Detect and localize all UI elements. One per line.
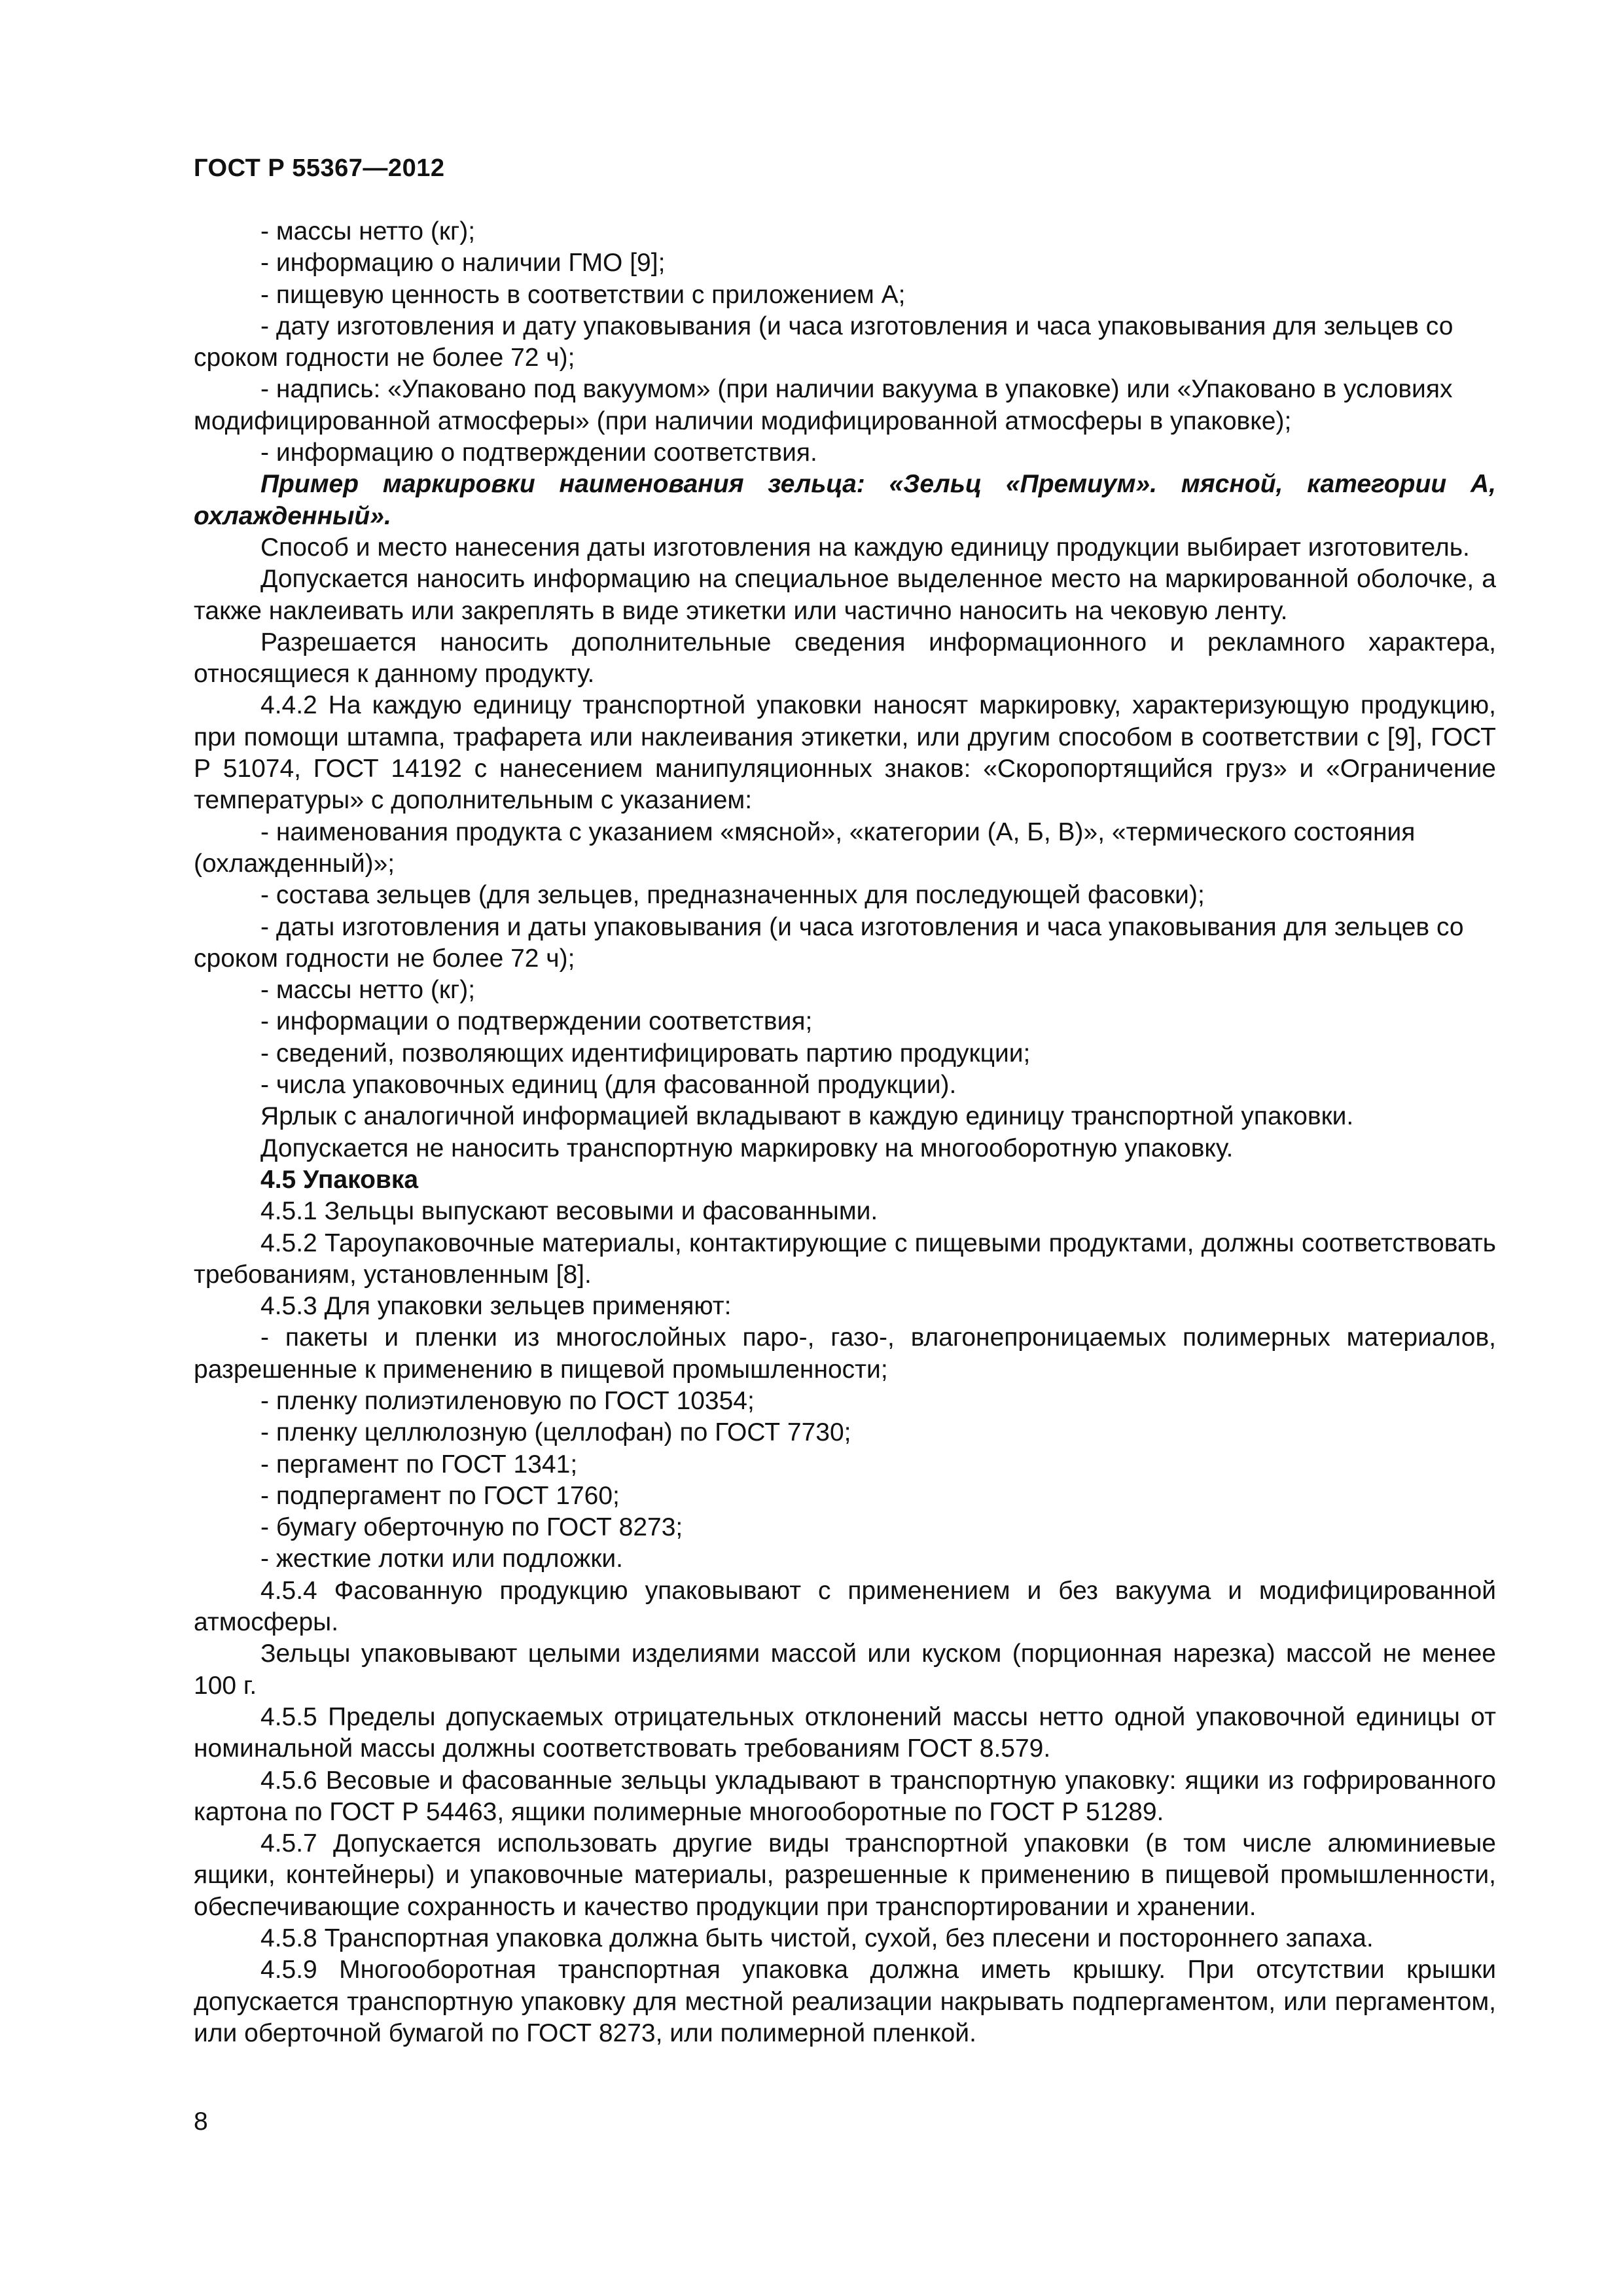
list-item: 4.5.1 Зельцы выпускают весовыми и фасованными. bbox=[260, 1197, 878, 1226]
paragraph: 4.5.7 Допускается использовать другие виды транспортной упаковки (в том числе алюминиевые ящики, контейнеры) и упаковочные материалы, разрешенные к применению в пищевой промышленности, обеспечивающие сохранность и качество продукции при транспортировании и хранении. bbox=[194, 1829, 1496, 1921]
example-paragraph: Пример маркировки наименования зельца: «Зельц «Премиум». мясной, категории А, охлажденный». bbox=[194, 470, 1496, 530]
list-item: - информации о подтверждении соответствия; bbox=[260, 1007, 813, 1036]
list-item: - сведений, позволяющих идентифицировать партию продукции; bbox=[260, 1039, 1031, 1067]
list-item: - состава зельцев (для зельцев, предназначенных для последующей фасовки); bbox=[260, 881, 1205, 910]
section-title: 4.5 Упаковка bbox=[260, 1165, 419, 1194]
paragraph: - пакеты и пленки из многослойных паро-, газо-, влагонепроницаемых полимерных материалов, разрешенные к применению в пищевой промышленности; bbox=[194, 1323, 1496, 1384]
list-item: - надпись: «Упаковано под вакуумом» (при наличии вакуума в упаковке) или «Упаковано в условиях модифицированной атмосферы» (при наличии модифицированной атмосферы в упаковке); bbox=[194, 375, 1453, 435]
list-item: - информацию о подтверждении соответствия. bbox=[260, 439, 817, 467]
list-item: Ярлык с аналогичной информацией вкладывают в каждую единицу транспортной упаковки. bbox=[260, 1102, 1354, 1131]
list-item: 4.5.8 Транспортная упаковка должна быть чистой, сухой, без плесени и постороннего запаха. bbox=[260, 1924, 1374, 1953]
page-number: 8 bbox=[194, 2108, 208, 2136]
list-item: - пищевую ценность в соответствии с приложением А; bbox=[260, 280, 906, 309]
paragraph: Допускается наносить информацию на специальное выделенное место на маркированной оболочке, а также наклеивать или закреплять в виде этикетки или частично наносить на чековую ленту. bbox=[194, 565, 1496, 625]
list-item: - подпергамент по ГОСТ 1760; bbox=[260, 1481, 620, 1510]
document-header: ГОСТ Р 55367—2012 bbox=[194, 154, 445, 182]
paragraph: 4.5.4 Фасованную продукцию упаковывают с применением и без вакуума и модифицированной атмосферы. bbox=[194, 1576, 1496, 1637]
list-item: - наименования продукта с указанием «мясной», «категории (А, Б, В)», «термического состояния (охлажденный)»; bbox=[194, 817, 1416, 878]
paragraph: Способ и место нанесения даты изготовления на каждую единицу продукции выбирает изготовитель. bbox=[260, 533, 1470, 562]
list-item: - пленку полиэтиленовую по ГОСТ 10354; bbox=[260, 1386, 755, 1415]
document-body bbox=[194, 216, 1496, 2049]
list-item: - числа упаковочных единиц (для фасованной продукции). bbox=[260, 1071, 957, 1100]
list-item: - массы нетто (кг); bbox=[260, 217, 476, 245]
list-item: Допускается не наносить транспортную маркировку на многооборотную упаковку. bbox=[260, 1134, 1234, 1162]
paragraph: 4.5.6 Весовые и фасованные зельцы укладывают в транспортную упаковку: ящики из гофрированного картона по ГОСТ Р 54463, ящики полимерные многооборотные по ГОСТ Р 51289. bbox=[194, 1766, 1496, 1826]
list-item: - даты изготовления и даты упаковывания (и часа изготовления и часа упаковывания для зельцев со сроком годности не более 72 ч); bbox=[194, 912, 1464, 973]
paragraph: 4.5.2 Тароупаковочные материалы, контактирующие с пищевыми продуктами, должны соответствовать требованиям, установленным [8]. bbox=[194, 1229, 1496, 1289]
paragraph: 4.5.5 Пределы допускаемых отрицательных отклонений массы нетто одной упаковочной единицы от номинальной массы должны соответствовать требованиям ГОСТ 8.579. bbox=[194, 1702, 1496, 1763]
list-item: 4.5.3 Для упаковки зельцев применяют: bbox=[260, 1292, 732, 1321]
list-item: - дату изготовления и дату упаковывания (и часа изготовления и часа упаковывания для зельцев со сроком годности не более 72 ч); bbox=[194, 312, 1454, 372]
list-item: - жесткие лотки или подложки. bbox=[260, 1545, 623, 1573]
paragraph: 4.5.9 Многооборотная транспортная упаковка должна иметь крышку. При отсутствии крышки допускается транспортную упаковку для местной реализации накрывать подпергаментом, или пергаментом, или оберточной бумагой по ГОСТ 8273, или полимерной пленкой. bbox=[194, 1956, 1496, 2047]
list-item: - пленку целлюлозную (целлофан) по ГОСТ 7730; bbox=[260, 1418, 851, 1447]
paragraph: Зельцы упаковывают целыми изделиями массой или куском (порционная нарезка) массой не менее 100 г. bbox=[194, 1640, 1496, 1700]
paragraph: 4.4.2 На каждую единицу транспортной упаковки наносят маркировку, характеризующую продукцию, при помощи штампа, трафарета или наклеивания этикетки, или другим способом в соответствии с [9], ГОСТ Р 51074, ГОСТ 14192 с нанесением манипуляционных знаков: «Скоропортящийся груз» и «Ограничение температуры» с дополнительным с указанием: bbox=[194, 691, 1496, 815]
paragraph: Разрешается наносить дополнительные сведения информационного и рекламного характера, относящиеся к данному продукту. bbox=[194, 628, 1496, 689]
list-item: - информацию о наличии ГМО [9]; bbox=[260, 249, 666, 278]
list-item: - массы нетто (кг); bbox=[260, 976, 476, 1005]
list-item: - пергамент по ГОСТ 1341; bbox=[260, 1450, 578, 1479]
list-item: - бумагу оберточную по ГОСТ 8273; bbox=[260, 1513, 683, 1542]
